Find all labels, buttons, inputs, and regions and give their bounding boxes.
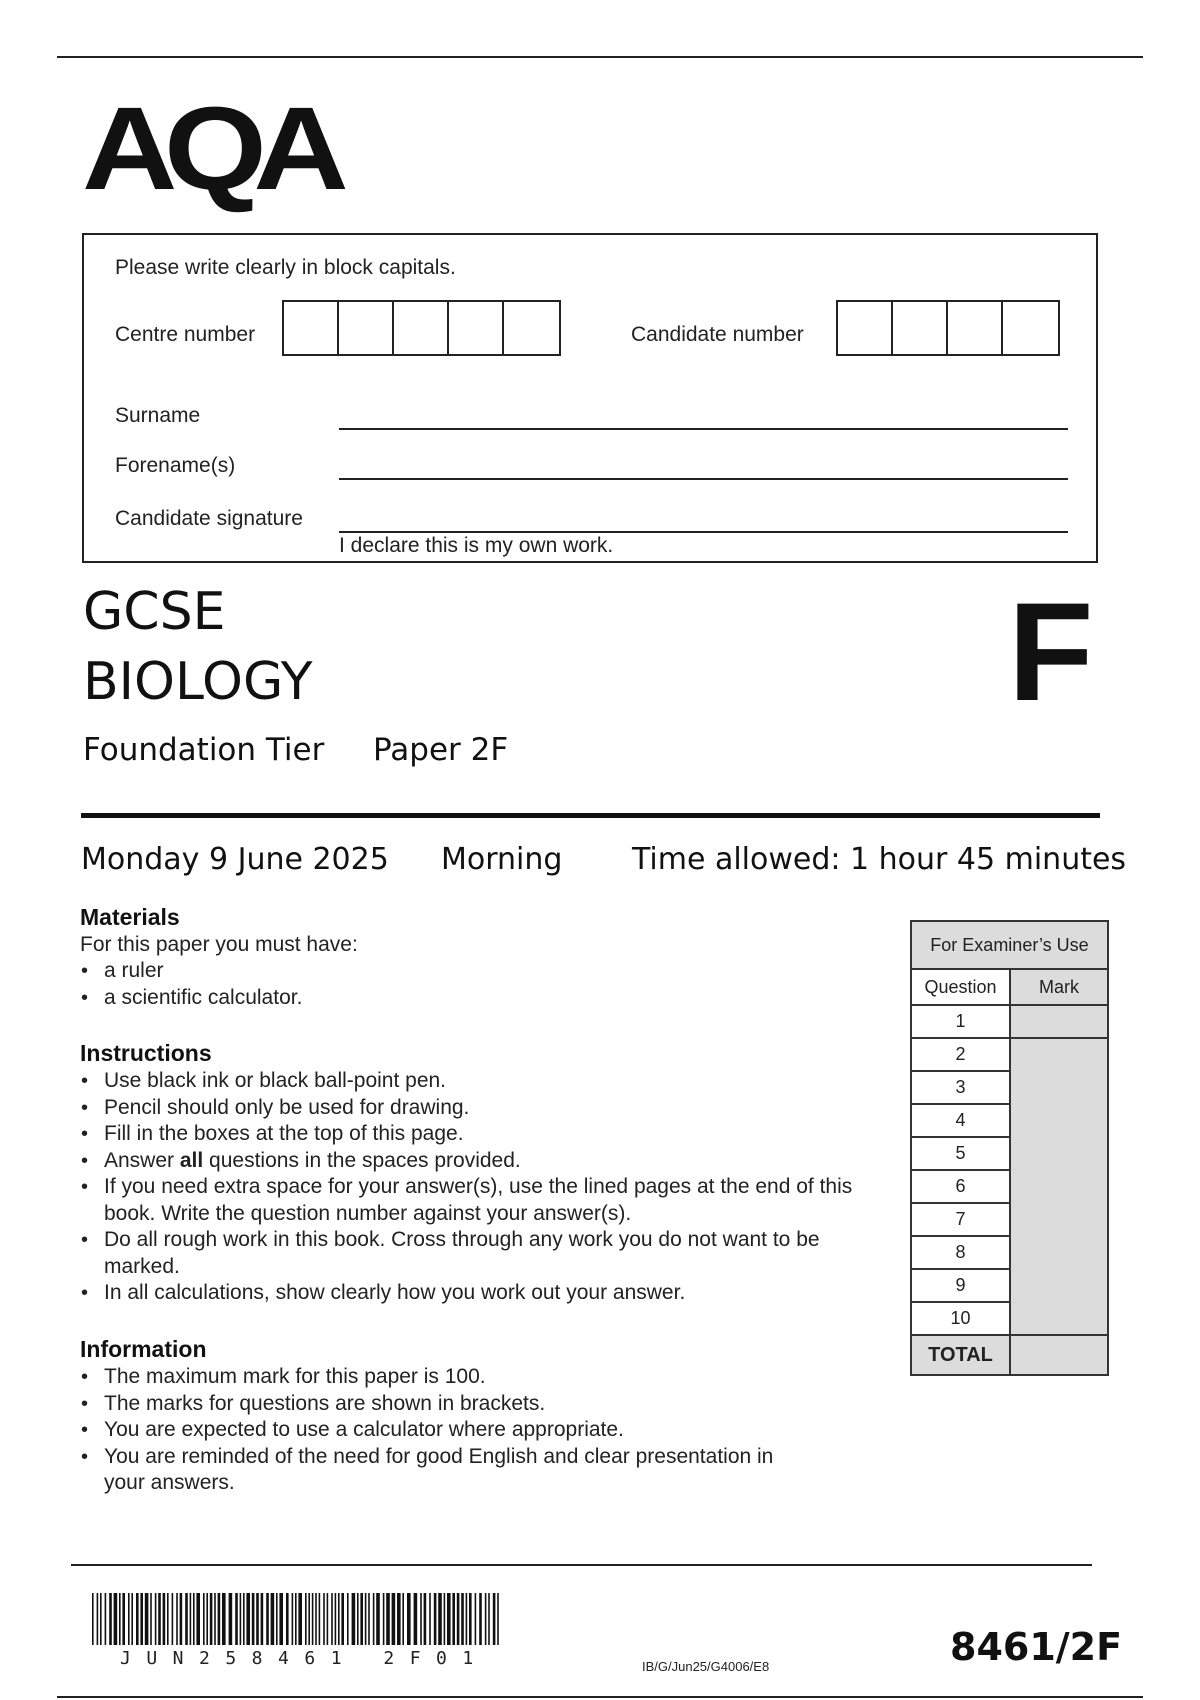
examiner-table-title: For Examiner’s Use [911, 921, 1108, 969]
barcode-bar [266, 1593, 269, 1645]
centre-number-digit[interactable] [339, 302, 394, 354]
barcode-bar [286, 1593, 289, 1645]
barcode-bar [180, 1593, 183, 1645]
candidate-number-digit[interactable] [948, 302, 1003, 354]
list-item: • In all calculations, show clearly how you work out your answer. [80, 1280, 870, 1307]
barcode-bar [136, 1593, 139, 1645]
thick-divider [81, 813, 1100, 818]
barcode-bar [252, 1593, 255, 1645]
mark-cell [1010, 1170, 1108, 1203]
list-item: • Fill in the boxes at the top of this page. [80, 1121, 870, 1148]
mark-cell [1010, 1203, 1108, 1236]
barcode-bar [276, 1593, 278, 1645]
barcode-bar [131, 1593, 133, 1645]
barcode-bar [279, 1593, 283, 1645]
mark-cell [1010, 1236, 1108, 1269]
list-item: • Do all rough work in this book. Cross through any work you do not want to be marked. [80, 1227, 824, 1280]
surname-line[interactable] [339, 428, 1068, 430]
barcode-bar [210, 1593, 213, 1645]
candidate-number-label: Candidate number [631, 323, 804, 346]
question-number: 1 [911, 1005, 1010, 1038]
barcode-bar [407, 1593, 411, 1645]
barcode-bar [100, 1593, 102, 1645]
list-item: • Use black ink or black ball-point pen. [80, 1068, 870, 1095]
list-item: • You are expected to use a calculator where appropriate. [80, 1417, 870, 1444]
barcode-bar [312, 1593, 314, 1645]
barcode-bar [497, 1593, 499, 1645]
barcode-bar [327, 1593, 329, 1645]
candidate-number-digit[interactable] [1003, 302, 1058, 354]
barcode-bar [376, 1593, 380, 1645]
list-item: • a ruler [80, 958, 840, 985]
tier-letter: F [1008, 573, 1094, 730]
total-cell [1010, 1335, 1108, 1375]
centre-number-boxes[interactable] [282, 300, 561, 356]
barcode-bar [105, 1593, 107, 1645]
candidate-details-box [82, 233, 1098, 563]
list-item: • a scientific calculator. [80, 985, 840, 1012]
barcode-bar [292, 1593, 294, 1645]
barcode-bar [122, 1593, 125, 1645]
barcode-bar [243, 1593, 245, 1645]
signature-label: Candidate signature [115, 507, 303, 530]
forenames-line[interactable] [339, 478, 1068, 480]
barcode-bar [444, 1593, 446, 1645]
block-capitals-instruction: Please write clearly in block capitals. [115, 256, 456, 279]
barcode-bar [155, 1593, 157, 1645]
barcode-bar [315, 1593, 317, 1645]
examiner-table [910, 920, 1109, 1376]
answer-all-after: questions in the spaces provided. [203, 1148, 521, 1172]
barcode-bar [452, 1593, 455, 1645]
top-rule [57, 56, 1143, 58]
footer-rule [71, 1564, 1092, 1566]
materials-list [80, 958, 840, 1011]
barcode-bar [145, 1593, 149, 1645]
barcode-bar [298, 1593, 302, 1645]
barcode-bar [235, 1593, 238, 1645]
barcode-bar [466, 1593, 468, 1645]
materials-heading: Materials [80, 904, 180, 930]
barcode-bar [158, 1593, 161, 1645]
barcode-bar [397, 1593, 401, 1645]
barcode-bar [222, 1593, 226, 1645]
answer-all-bold: all [179, 1148, 204, 1172]
barcode-bar [434, 1593, 437, 1645]
instructions-heading: Instructions [80, 1040, 212, 1066]
barcode-bar [319, 1593, 321, 1645]
barcode-bar [176, 1593, 178, 1645]
barcode-bar [402, 1593, 404, 1645]
barcode-bar [128, 1593, 130, 1645]
barcode-text: JUN258461 2F01 [120, 1648, 489, 1669]
barcode-bar [167, 1593, 169, 1645]
question-column-header: Question [911, 969, 1010, 1005]
barcode-bar [206, 1593, 208, 1645]
barcode-bar [109, 1593, 112, 1645]
barcode-bar [261, 1593, 264, 1645]
mark-cell [1010, 1269, 1108, 1302]
barcode-bar [140, 1593, 143, 1645]
barcode-bar [424, 1593, 427, 1645]
barcode-bar [352, 1593, 356, 1645]
barcode-bar [193, 1593, 195, 1645]
centre-number-digit[interactable] [449, 302, 504, 354]
barcode-bar [341, 1593, 344, 1645]
instructions-list [80, 1068, 870, 1307]
aqa-logo: AQA [82, 83, 336, 215]
candidate-number-digit[interactable] [893, 302, 948, 354]
barcode-bar [119, 1593, 121, 1645]
barcode-bar [305, 1593, 307, 1645]
question-number: 5 [911, 1137, 1010, 1170]
barcode-bar [308, 1593, 310, 1645]
signature-line[interactable] [339, 531, 1068, 533]
mark-cell [1010, 1038, 1108, 1071]
barcode-bar [347, 1593, 349, 1645]
barcode-bar [360, 1593, 363, 1645]
total-label: TOTAL [911, 1335, 1010, 1375]
barcode-bar [163, 1593, 166, 1645]
barcode-bar [493, 1593, 496, 1645]
materials-intro: For this paper you must have: [80, 933, 358, 956]
subject-title: BIOLOGY [83, 652, 313, 712]
barcode-bar [338, 1593, 340, 1645]
question-number: 8 [911, 1236, 1010, 1269]
candidate-number-digit[interactable] [838, 302, 893, 354]
barcode-bar [414, 1593, 418, 1645]
time-allowed: Time allowed: 1 hour 45 minutes [632, 842, 1127, 877]
question-number: 9 [911, 1269, 1010, 1302]
answer-all-before: Answer [104, 1148, 180, 1172]
barcode-bar [229, 1593, 233, 1645]
barcode-bar [420, 1593, 422, 1645]
centre-number-digit[interactable] [394, 302, 449, 354]
barcode-bar [392, 1593, 396, 1645]
barcode-bar [92, 1593, 94, 1645]
barcode-bar [365, 1593, 367, 1645]
declaration-text: I declare this is my own work. [339, 534, 614, 557]
centre-number-digit[interactable] [284, 302, 339, 354]
qualification-title: GCSE [83, 582, 226, 642]
barcode-bar [357, 1593, 359, 1645]
barcode-bar [383, 1593, 385, 1645]
barcode-bar [256, 1593, 259, 1645]
barcode-bar [295, 1593, 297, 1645]
candidate-number-boxes[interactable] [836, 300, 1060, 356]
mark-cell [1010, 1302, 1108, 1335]
mark-cell [1010, 1005, 1108, 1038]
exam-session: Morning [441, 842, 563, 877]
mark-column-header: Mark [1010, 969, 1108, 1005]
barcode-bar [373, 1593, 375, 1645]
barcode-icon [92, 1593, 502, 1645]
list-item: • The marks for questions are shown in brackets. [80, 1391, 870, 1418]
question-number: 7 [911, 1203, 1010, 1236]
barcode-bar [461, 1593, 464, 1645]
barcode-bar [214, 1593, 216, 1645]
barcode-bar [479, 1593, 482, 1645]
list-item: • If you need extra space for your answer(s), use the lined pages at the end of this book. Write the question number against your answer(s). [80, 1174, 868, 1227]
barcode-bar [438, 1593, 442, 1645]
tier-label: Foundation Tier [83, 732, 325, 768]
question-number: 4 [911, 1104, 1010, 1137]
barcode-bar [475, 1593, 477, 1645]
barcode-bar [150, 1593, 152, 1645]
mark-cell [1010, 1071, 1108, 1104]
mark-cell [1010, 1104, 1108, 1137]
barcode-bar [429, 1593, 431, 1645]
barcode-bar [97, 1593, 99, 1645]
barcode-bar [114, 1593, 118, 1645]
barcode-bar [203, 1593, 205, 1645]
list-item [80, 1148, 870, 1175]
barcode-bar [331, 1593, 333, 1645]
barcode-bar [488, 1593, 490, 1645]
question-number: 2 [911, 1038, 1010, 1071]
list-item: • You are reminded of the need for good English and clear presentation in your answers. [80, 1444, 804, 1497]
barcode-bar [196, 1593, 200, 1645]
barcode-bar [469, 1593, 472, 1645]
list-item: • Pencil should only be used for drawing. [80, 1095, 870, 1122]
mark-cell [1010, 1137, 1108, 1170]
paper-label: Paper 2F [373, 732, 509, 768]
barcode-bar [185, 1593, 188, 1645]
paper-code: 8461/2F [950, 1625, 1123, 1669]
centre-number-digit[interactable] [504, 302, 559, 354]
barcode-bar [246, 1593, 250, 1645]
question-number: 10 [911, 1302, 1010, 1335]
bottom-rule [57, 1696, 1143, 1698]
barcode-bar [240, 1593, 242, 1645]
barcode-bar [190, 1593, 192, 1645]
barcode-bar [447, 1593, 451, 1645]
barcode-bar [172, 1593, 174, 1645]
barcode-bar [386, 1593, 390, 1645]
barcode-bar [323, 1593, 325, 1645]
centre-number-label: Centre number [115, 323, 256, 346]
exam-date: Monday 9 June 2025 [81, 842, 389, 877]
information-list [80, 1364, 870, 1497]
barcode-bar [271, 1593, 275, 1645]
surname-label: Surname [115, 404, 201, 427]
list-item: • The maximum mark for this paper is 100. [80, 1364, 870, 1391]
information-heading: Information [80, 1336, 207, 1362]
barcode-bar [335, 1593, 337, 1645]
barcode-bar [485, 1593, 487, 1645]
question-number: 3 [911, 1071, 1010, 1104]
forenames-label: Forename(s) [115, 454, 236, 477]
barcode-bar [218, 1593, 221, 1645]
barcode-bar [368, 1593, 370, 1645]
barcode-bar [457, 1593, 460, 1645]
reference-code: IB/G/Jun25/G4006/E8 [642, 1659, 770, 1674]
question-number: 6 [911, 1170, 1010, 1203]
